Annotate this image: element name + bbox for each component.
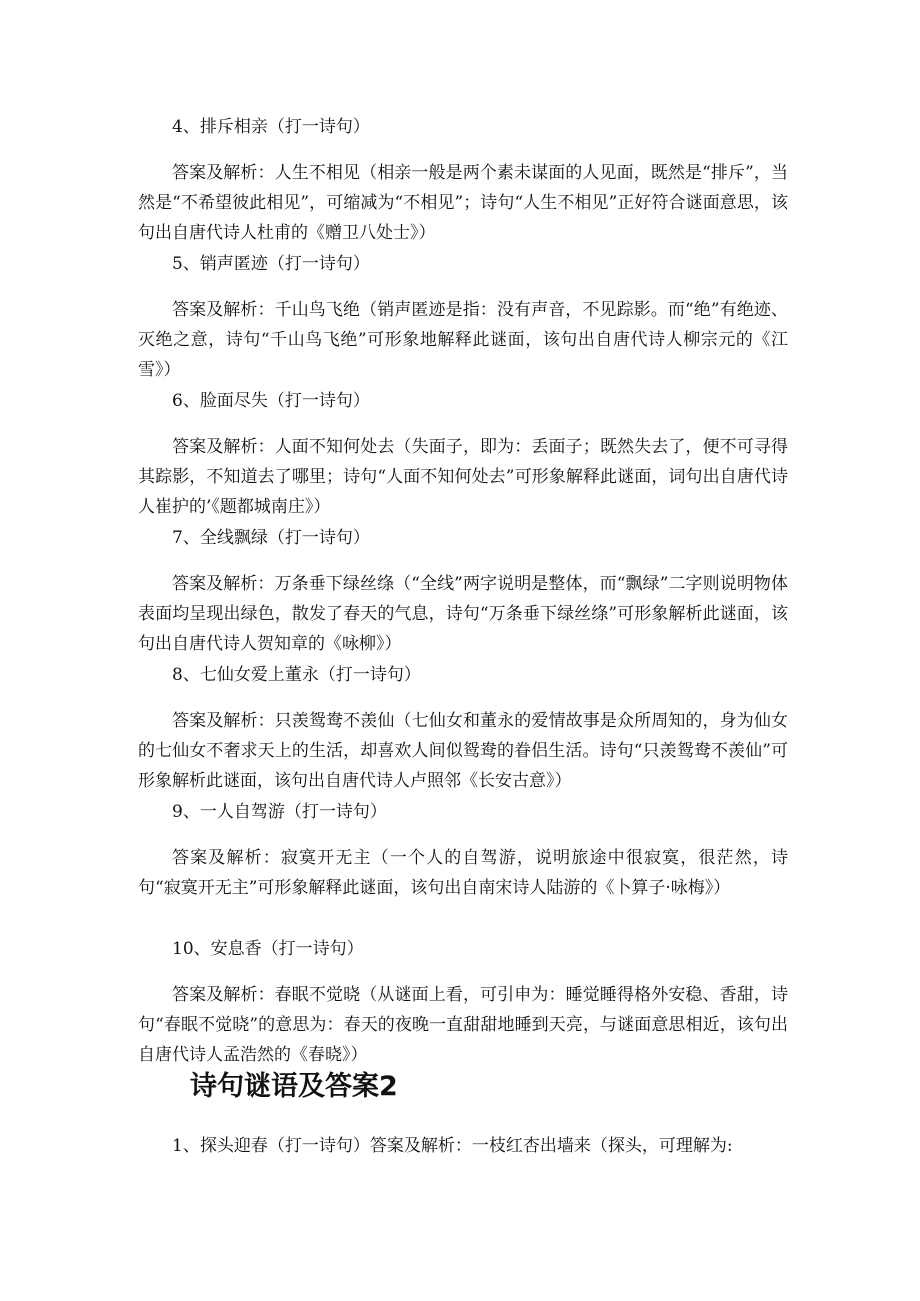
riddle-6 — [138, 390, 788, 522]
riddle-question: 9、一人自驾游（打一诗句） — [172, 802, 387, 822]
riddle-answer: 答案及解析：寂寞开无主（一个人的自驾游，说明旅途中很寂寞，很茫然，诗句“寂寞开无主”可形象解释此谜面，该句出自南宋诗人陆游的《卜算子·咏梅》） — [138, 848, 788, 898]
riddle-4 — [138, 116, 788, 248]
riddle-1-partial: 1、探头迎春（打一诗句）答案及解析：一枝红杏出墙来（探头，可理解为: — [172, 1136, 733, 1156]
riddle-7 — [138, 527, 788, 659]
riddle-question: 6、脸面尽失（打一诗句） — [172, 391, 370, 411]
riddle-8 — [138, 664, 788, 796]
riddle-answer: 答案及解析：人生不相见（相亲一般是两个素未谋面的人见面，既然是“排斥”，当然是“不希望彼此相见”，可缩减为“不相见”；诗句“人生不相见”正好符合谜面意思，该句出自唐代诗人杜甫的《赠卫八处士》） — [138, 163, 788, 243]
riddle-10 — [138, 938, 788, 1070]
riddle-answer: 答案及解析：万条垂下绿丝绦（“全线”两字说明是整体，而“飘绿”二字则说明物体表面均呈现出绿色，散发了春天的气息，诗句“万条垂下绿丝绦”可形象解析此谜面，该句出自唐代诗人贺知章的《咏柳》） — [138, 574, 788, 654]
riddle-answer: 答案及解析：人面不知何处去（失面子，即为：丢面子；既然失去了，便不可寻得其踪影，不知道去了哪里；诗句“人面不知何处去”可形象解释此谜面，词句出自唐代诗人崔护的’《题都城南庄》） — [138, 437, 788, 517]
riddle-question: 7、全线飘绿（打一诗句） — [172, 528, 370, 548]
section-heading: 诗句谜语及答案2 — [190, 1071, 398, 1102]
riddle-question: 10、安息香（打一诗句） — [172, 939, 364, 959]
riddle-answer: 答案及解析：千山鸟飞绝（销声匿迹是指：没有声音，不见踪影。而“绝”有绝迹、灭绝之意，诗句“千山鸟飞绝”可形象地解释此谜面，该句出自唐代诗人柳宗元的《江雪》） — [138, 300, 788, 380]
riddle-answer: 答案及解析：春眠不觉晓（从谜面上看，可引申为：睡觉睡得格外安稳、香甜，诗句“春眠不觉晓”的意思为：春天的夜晚一直甜甜地睡到天亮，与谜面意思相近，该句出自唐代诗人孟浩然的《春晓》） — [138, 985, 788, 1065]
riddle-question: 8、七仙女爱上董永（打一诗句） — [172, 665, 421, 685]
riddle-question: 5、销声匿迹（打一诗句） — [172, 254, 370, 274]
riddle-answer: 答案及解析：只羡鸳鸯不羡仙（七仙女和董永的爱情故事是众所周知的，身为仙女的七仙女不奢求天上的生活，却喜欢人间似鸳鸯的眷侣生活。诗句“只羡鸳鸯不羡仙”可形象解析此谜面，该句出自唐代诗人卢照邻《长安古意》） — [138, 711, 788, 791]
riddle-question: 4、排斥相亲（打一诗句） — [172, 117, 370, 137]
riddle-5 — [138, 253, 788, 385]
riddle-9 — [138, 801, 788, 903]
